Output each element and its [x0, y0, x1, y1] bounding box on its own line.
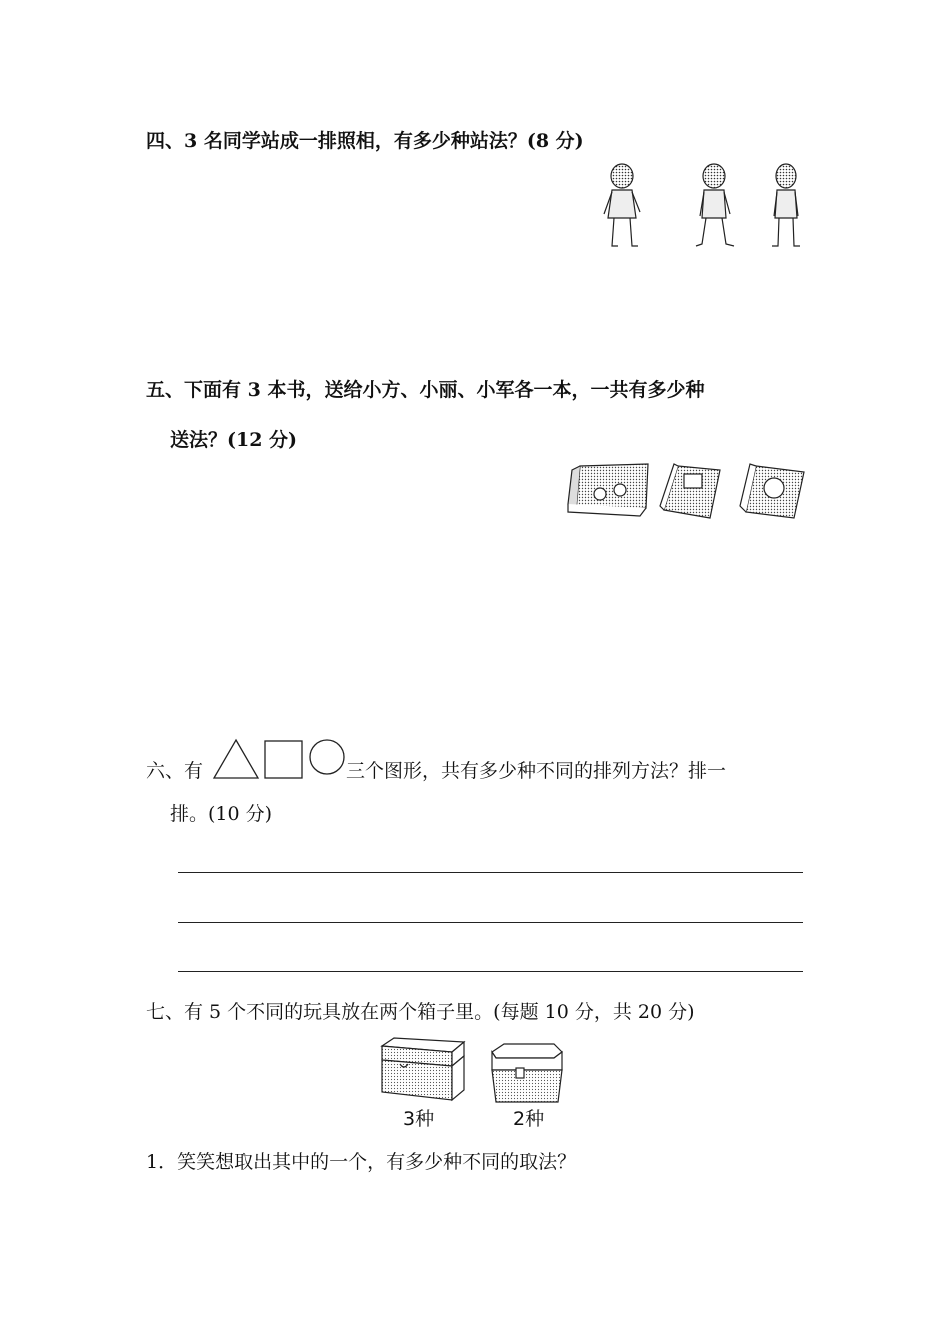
- question-6-line-2: 排。(10 分): [170, 803, 273, 825]
- triangle-icon: [212, 738, 260, 780]
- box-1-label: 3种: [403, 1108, 435, 1130]
- student-icon: [772, 164, 800, 246]
- question-7-sub-1: 1．笑笑想取出其中的一个，有多少种不同的取法？: [146, 1151, 577, 1173]
- question-4-title: 四、3 名同学站成一排照相，有多少种站法？(8 分): [146, 130, 584, 152]
- question-5-line-2: 送法？(12 分): [170, 429, 298, 451]
- book-icon: [660, 464, 720, 518]
- answer-line: [178, 971, 803, 972]
- square-icon: [264, 740, 304, 780]
- three-students-illustration: [600, 162, 810, 254]
- student-icon: [696, 164, 734, 246]
- three-books-illustration: [560, 460, 810, 522]
- question-5-line-1: 五、下面有 3 本书，送给小方、小丽、小军各一本，一共有多少种: [146, 379, 705, 401]
- answer-line: [178, 872, 803, 873]
- book-icon: [740, 464, 804, 518]
- student-icon: [604, 164, 640, 246]
- box-2-label: 2种: [513, 1108, 545, 1130]
- box-1-illustration: [378, 1036, 468, 1106]
- box-2-illustration: [486, 1040, 566, 1106]
- book-icon: [568, 464, 648, 516]
- question-6-suffix: 三个图形，共有多少种不同的排列方法？排一: [346, 760, 727, 782]
- question-7-title: 七、有 5 个不同的玩具放在两个箱子里。(每题 10 分，共 20 分): [146, 1001, 695, 1023]
- circle-icon: [308, 738, 346, 776]
- answer-line: [178, 922, 803, 923]
- question-6-prefix: 六、有: [146, 760, 204, 782]
